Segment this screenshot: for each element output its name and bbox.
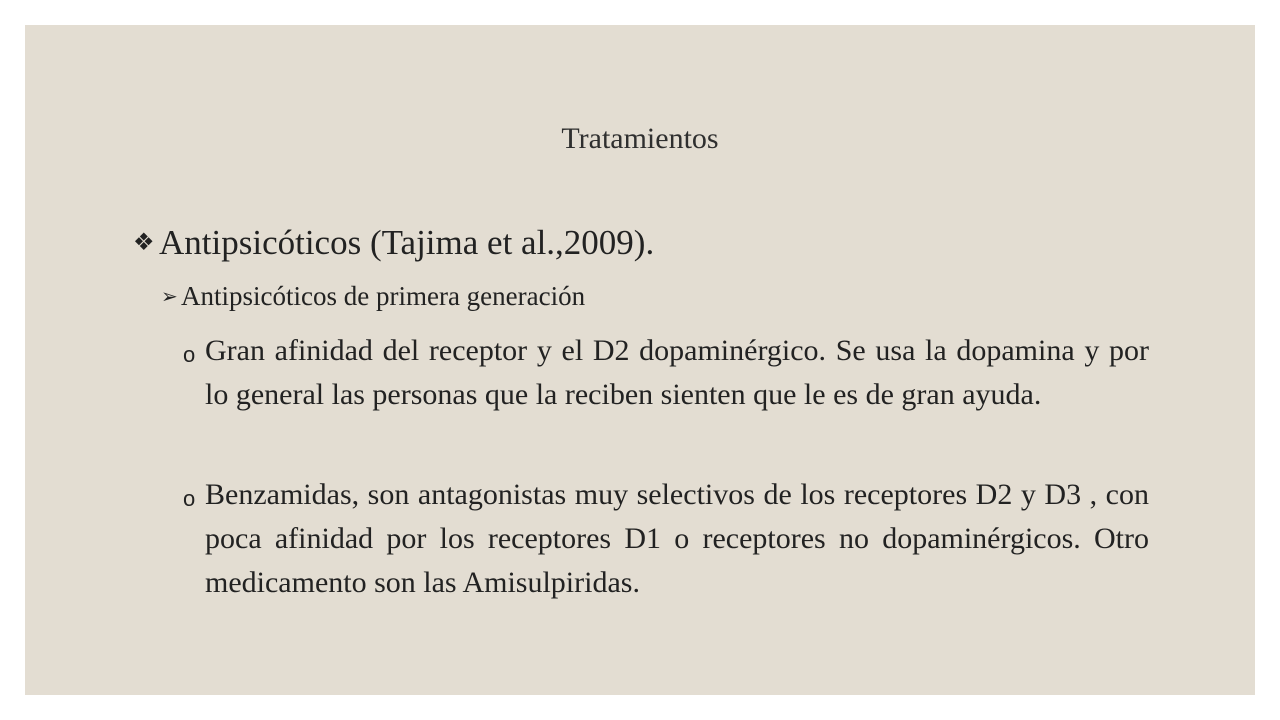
heading-item xyxy=(133,221,654,265)
slide xyxy=(25,25,1255,695)
list-item-text: Gran afinidad del receptor y el D2 dopaminérgico. Se usa la dopamina y por lo general las personas que la reciben sienten que le es de gran ayuda. xyxy=(205,334,1149,411)
circle-bullet-icon: o xyxy=(183,486,196,511)
heading-text: Antipsicóticos (Tajima et al.,2009). xyxy=(159,223,655,262)
subheading-item xyxy=(161,278,585,315)
subheading-text: Antipsicóticos de primera generación xyxy=(181,281,586,311)
arrow-bullet-icon: ➢ xyxy=(161,286,178,308)
slide-title: Tratamientos xyxy=(561,122,719,155)
circle-bullet-icon: o xyxy=(183,342,196,367)
diamond-bullet-icon: ❖ xyxy=(133,230,155,256)
list-item-text: Benzamidas, son antagonistas muy selectivos de los receptores D2 y D3 , con poca afinidad por los receptores D1 o receptores no dopaminérgicos. Otro medicamento son las Amisulpiridas. xyxy=(205,478,1149,599)
list-item xyxy=(183,329,1149,417)
list-item xyxy=(183,473,1149,605)
